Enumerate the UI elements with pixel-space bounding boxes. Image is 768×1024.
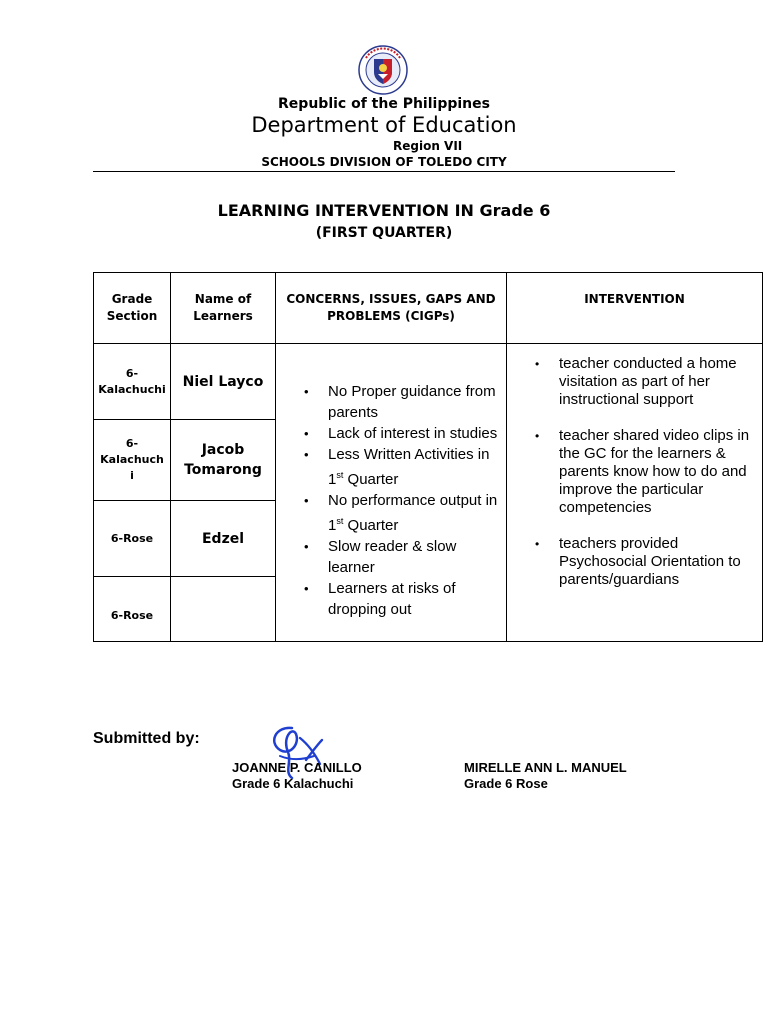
intervention-table	[93, 272, 763, 642]
header-divider	[93, 171, 675, 172]
document-subtitle: (FIRST QUARTER)	[315, 225, 453, 241]
table-header-row	[94, 273, 763, 344]
republic-heading: Republic of the Philippines	[278, 96, 490, 112]
concerns-list	[276, 344, 506, 620]
table-row	[94, 344, 763, 420]
list-item: • Less Written Activities in 1st Quarter	[328, 444, 500, 490]
header-intervention: INTERVENTION	[507, 273, 763, 344]
header-concerns: CONCERNS, ISSUES, GAPS AND PROBLEMS (CIGPs)	[276, 273, 507, 344]
signatory-2-section: Grade 6 Rose	[464, 776, 548, 791]
signatory-1-name: JOANNE P. CANILLO	[232, 760, 362, 775]
header-grade-section: Grade Section	[94, 273, 171, 344]
signatory-2	[464, 760, 627, 792]
intervention-list	[507, 344, 762, 589]
region-heading: Region VII	[393, 139, 463, 153]
list-item: • teacher shared video clips in the GC for the learners & parents know how to do and improve the particular competencies	[559, 427, 754, 517]
intervention-cell	[507, 344, 763, 642]
division-heading: SCHOOLS DIVISION OF TOLEDO CITY	[261, 155, 507, 169]
grade-section-cell: 6-Rose	[94, 577, 171, 642]
signatory-1	[232, 760, 362, 792]
list-item: • teachers provided Psychosocial Orientation to parents/guardians	[559, 535, 754, 589]
learner-name-cell: Jacob Tomarong	[171, 420, 276, 501]
list-item: • Learners at risks of dropping out	[328, 578, 500, 620]
deped-seal-logo	[356, 44, 410, 96]
submitted-by-label: Submitted by:	[93, 730, 200, 747]
header-name-of-learners: Name of Learners	[171, 273, 276, 344]
list-item: • Lack of interest in studies	[328, 423, 500, 444]
list-item: • No Proper guidance from parents	[328, 381, 500, 423]
grade-section-cell: 6- Kalachuchi	[94, 344, 171, 420]
signatory-1-section: Grade 6 Kalachuchi	[232, 776, 354, 791]
document-title: LEARNING INTERVENTION IN Grade 6	[217, 201, 551, 220]
list-item: • Slow reader & slow learner	[328, 536, 500, 578]
department-heading: Department of Education	[251, 113, 517, 137]
signatory-2-name: MIRELLE ANN L. MANUEL	[464, 760, 627, 775]
grade-section-cell: 6-Rose	[94, 501, 171, 577]
learner-name-cell	[171, 577, 276, 642]
list-item: • No performance output in 1st Quarter	[328, 490, 500, 536]
concerns-cell	[276, 344, 507, 642]
learner-name-cell: Edzel	[171, 501, 276, 577]
grade-section-cell: 6- Kalachuch i	[94, 420, 171, 501]
list-item: • teacher conducted a home visitation as part of her instructional support	[559, 355, 754, 409]
learner-name-cell: Niel Layco	[171, 344, 276, 420]
